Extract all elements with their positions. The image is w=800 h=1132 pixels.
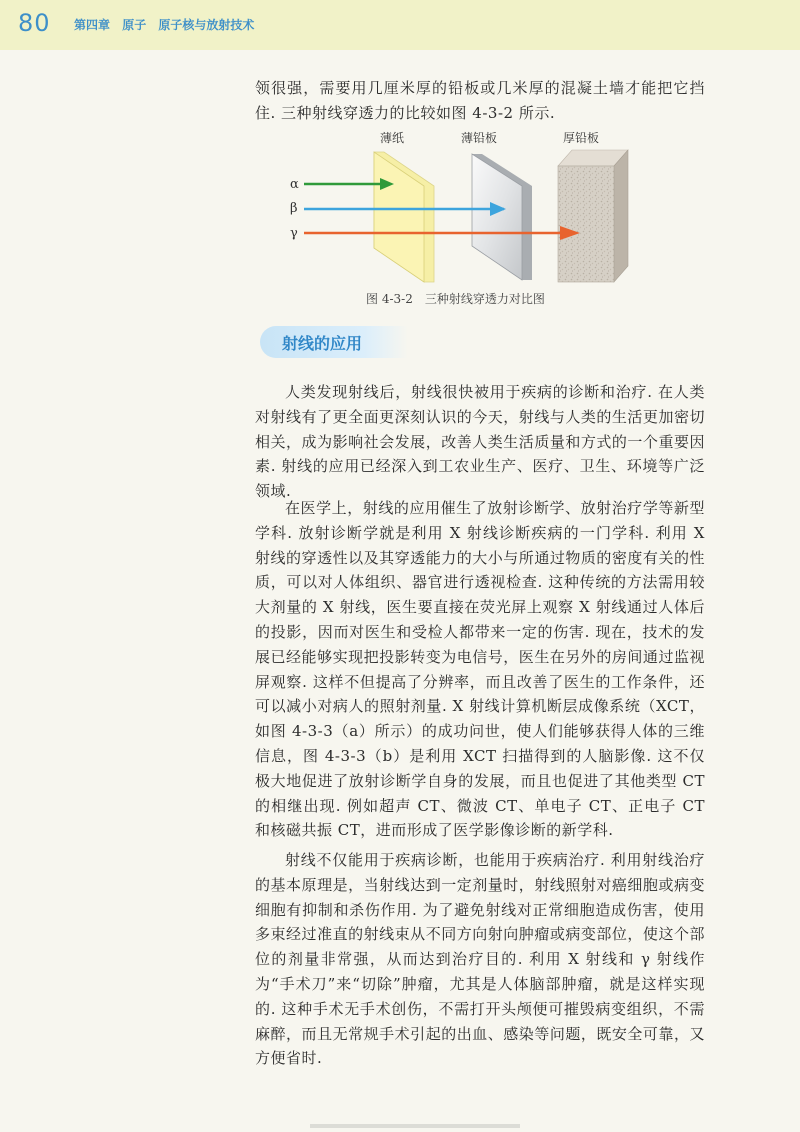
figure-caption: 图 4-3-2 三种射线穿透力对比图 [366, 292, 545, 306]
label-thick-lead: 厚铅板 [563, 131, 600, 145]
intro-paragraph [255, 76, 705, 126]
thick-lead-block [558, 150, 628, 282]
section-heading [260, 326, 408, 358]
body-paragraph-1 [255, 380, 705, 504]
horizontal-scrollbar[interactable] [310, 1124, 520, 1128]
page-header [0, 0, 800, 50]
label-beta: β [290, 201, 298, 216]
paragraph-text: 人类发现射线后，射线很快被用于疾病的诊断和治疗. 在人类对射线有了更全面更深刻认识的今天，射线与人类的生活更加密切相关，成为影响社会发展，改善人类生活质量和方式的一个重要因素. 射线的应用已经深入到工农业生产、医疗、卫生、环境等广泛领域. [255, 383, 705, 501]
gamma-ray [304, 226, 580, 240]
header-section-title: 原子核与放射技术 [158, 18, 255, 32]
paper-sheet [374, 152, 434, 282]
section-title: 射线的应用 [282, 334, 363, 353]
intro-text: 领很强，需要用几厘米厚的铅板或几米厚的混凝土墙才能把它挡住. 三种射线穿透力的比较如图 4-3-2 所示. [255, 79, 705, 122]
label-paper: 薄纸 [380, 131, 405, 145]
penetration-figure [276, 122, 636, 288]
label-gamma: γ [290, 226, 298, 241]
body-paragraph-3 [255, 848, 705, 1071]
alpha-ray [304, 178, 394, 190]
paragraph-text: 射线不仅能用于疾病诊断，也能用于疾病治疗. 利用射线治疗的基本原理是，当射线达到一定剂量时，射线照射对癌细胞或病变细胞有抑制和杀伤作用. 为了避免射线对正常细胞造成伤害，使用多束经过准直的射线束从不同方向射向肿瘤或病变部位，使这个部位的剂量非常强，从而达到治疗目的. 利用 X 射线和 γ 射线作为“手术刀”来“切除”肿瘤，尤其是人体脑部肿瘤，就是这样实现的. 这种手术无手术创伤，不需打开头颅便可摧毁病变组织，不需麻醉，而且无常规手术引起的出血、感染等问题，既安全可靠，又方便省时. [255, 851, 705, 1068]
label-alpha: α [290, 177, 299, 192]
page-number: 80 [18, 9, 51, 37]
chapter-heading [74, 16, 262, 33]
paragraph-text: 在医学上，射线的应用催生了放射诊断学、放射治疗学等新型学科. 放射诊断学就是利用 X 射线诊断疾病的一门学科. 利用 X 射线的穿透性以及其穿透能力的大小与所通过物质的密度有关的性质，可以对人体组织、器官进行透视检查. 这种传统的方法需用较大剂量的 X 射线，医生要直接在荧光屏上观察 X 射线通过人体后的投影，因而对医生和受检人都带来一定的伤害. 现在，技术的发展已经能够实现把投影转变为电信号，医生在另外的房间通过监视屏观察. 这样不但提高了分辨率，而且改善了医生的工作条件，还可以减小对病人的照射剂量. X 射线计算机断层成像系统（XCT，如图 4-3-3（a）所示）的成功问世，使人们能够获得人体的三维信息，图 4-3-3（b）是利用 XCT 扫描得到的人脑影像. 这不仅极大地促进了放射诊断学自身的发展，而且也促进了其他类型 CT 的相继出现. 例如超声 CT、微波 CT、单电子 CT、正电子 CT 和核磁共振 CT，进而形成了医学影像诊断的新学科. [255, 499, 705, 840]
label-thin-lead: 薄铅板 [461, 131, 498, 145]
thin-lead-plate [472, 154, 532, 280]
chapter-title: 原子 [122, 18, 147, 32]
body-paragraph-2 [255, 496, 705, 843]
chapter-number: 第四章 [74, 18, 111, 32]
